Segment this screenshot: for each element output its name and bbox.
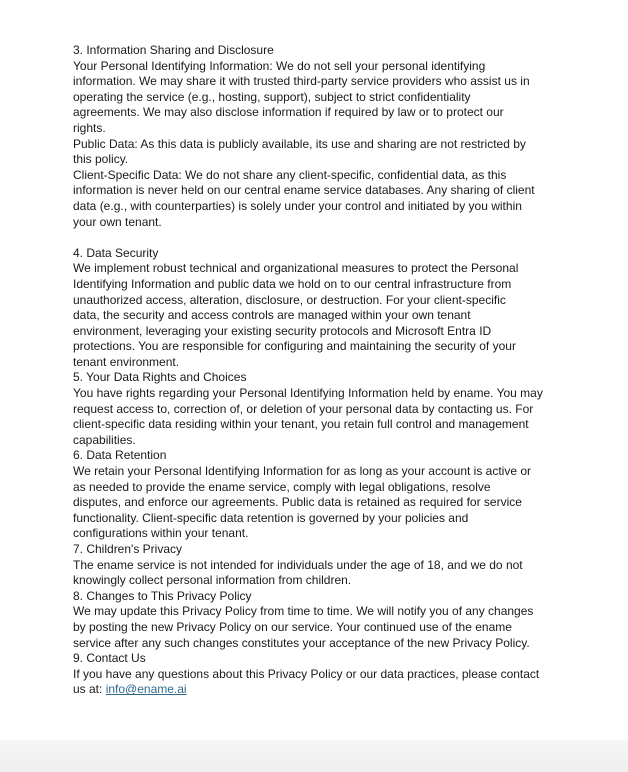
paragraph-line: this policy. [73,152,129,167]
section-heading: 5. Your Data Rights and Choices [73,370,247,385]
section-heading: 4. Data Security [73,245,159,260]
paragraph-line: Public Data: As this data is publicly available, its use and sharing are not restricted by [73,136,526,151]
contact-prefix: us at: [73,682,106,697]
paragraph-line: The ename service is not intended for individuals under the age of 18, and we do not [73,557,523,572]
paragraph-line: knowingly collect personal information from children. [73,573,352,588]
paragraph-line: rights. [73,120,106,135]
paragraph-line: You have rights regarding your Personal Identifying Information held by ename. You may [73,386,543,401]
paragraph-line: service after any such changes constitutes your acceptance of the new Privacy Policy. [73,635,530,650]
section-heading: 8. Changes to This Privacy Policy [73,588,252,603]
paragraph-line: data (e.g., with counterparties) is solely under your control and initiated by you within [73,198,522,213]
paragraph-line: capabilities. [73,432,136,447]
paragraph-line: your own tenant. [73,214,162,229]
paragraph-line: We may update this Privacy Policy from time to time. We will notify you of any changes [73,604,534,619]
paragraph-line: functionality. Client-specific data retention is governed by your policies and [73,510,469,525]
paragraph-line: information. We may share it with trusted third-party service providers who assist us in [73,74,530,89]
paragraph-line: configurations within your tenant. [73,526,249,541]
contact-email-link[interactable]: info@ename.ai [105,682,187,697]
blank-line [73,230,563,246]
paragraph-line: disputes, and enforce our agreements. Public data is retained as required for service [73,495,522,510]
section-heading: 3. Information Sharing and Disclosure [73,43,274,57]
paragraph-line: Client-Specific Data: We do not share any client-specific, confidential data, as this [73,167,507,182]
paragraph-line: information is never held on our central ename service databases. Any sharing of client [73,183,535,198]
page-bottom-shadow [0,740,628,772]
paragraph-line: Identifying Information and public data we hold on to our central infrastructure from [73,276,512,291]
paragraph-line: If you have any questions about this Privacy Policy or our data practices, please contact [73,666,540,681]
paragraph-line: environment, leveraging your existing security protocols and Microsoft Entra ID [73,323,492,338]
paragraph-line: by posting the new Privacy Policy on our service. Your continued use of the ename [73,619,512,634]
section-heading: 7. Children's Privacy [73,542,182,556]
paragraph-line: unauthorized access, alteration, disclosure, or destruction. For your client-specific [73,292,506,307]
section-heading: 9. Contact Us [73,651,146,666]
paragraph-line: data, the security and access controls are managed within your own tenant [73,308,471,323]
paragraph-line: as needed to provide the ename service, comply with legal obligations, resolve [73,479,491,494]
paragraph-line: client-specific data residing within your tenant, you retain full control and management [73,417,529,432]
paragraph-line: tenant environment. [73,354,180,369]
paragraph-line: operating the service (e.g., hosting, support), subject to strict confidentiality [73,89,471,104]
paragraph-line: Your Personal Identifying Information: We do not sell your personal identifying [73,58,486,73]
paragraph-line: request access to, correction of, or deletion of your personal data by contacting us. For [73,401,534,416]
contact-line [73,682,563,698]
paragraph-line: We implement robust technical and organizational measures to protect the Personal [73,261,519,276]
section-heading: 6. Data Retention [73,448,167,463]
paragraph-line: We retain your Personal Identifying Information for as long as your account is active or [73,464,532,479]
paragraph-line: agreements. We may also disclose information if required by law or to protect our [73,105,504,120]
paragraph-line: protections. You are responsible for configuring and maintaining the security of your [73,339,516,354]
policy-text [73,43,563,698]
